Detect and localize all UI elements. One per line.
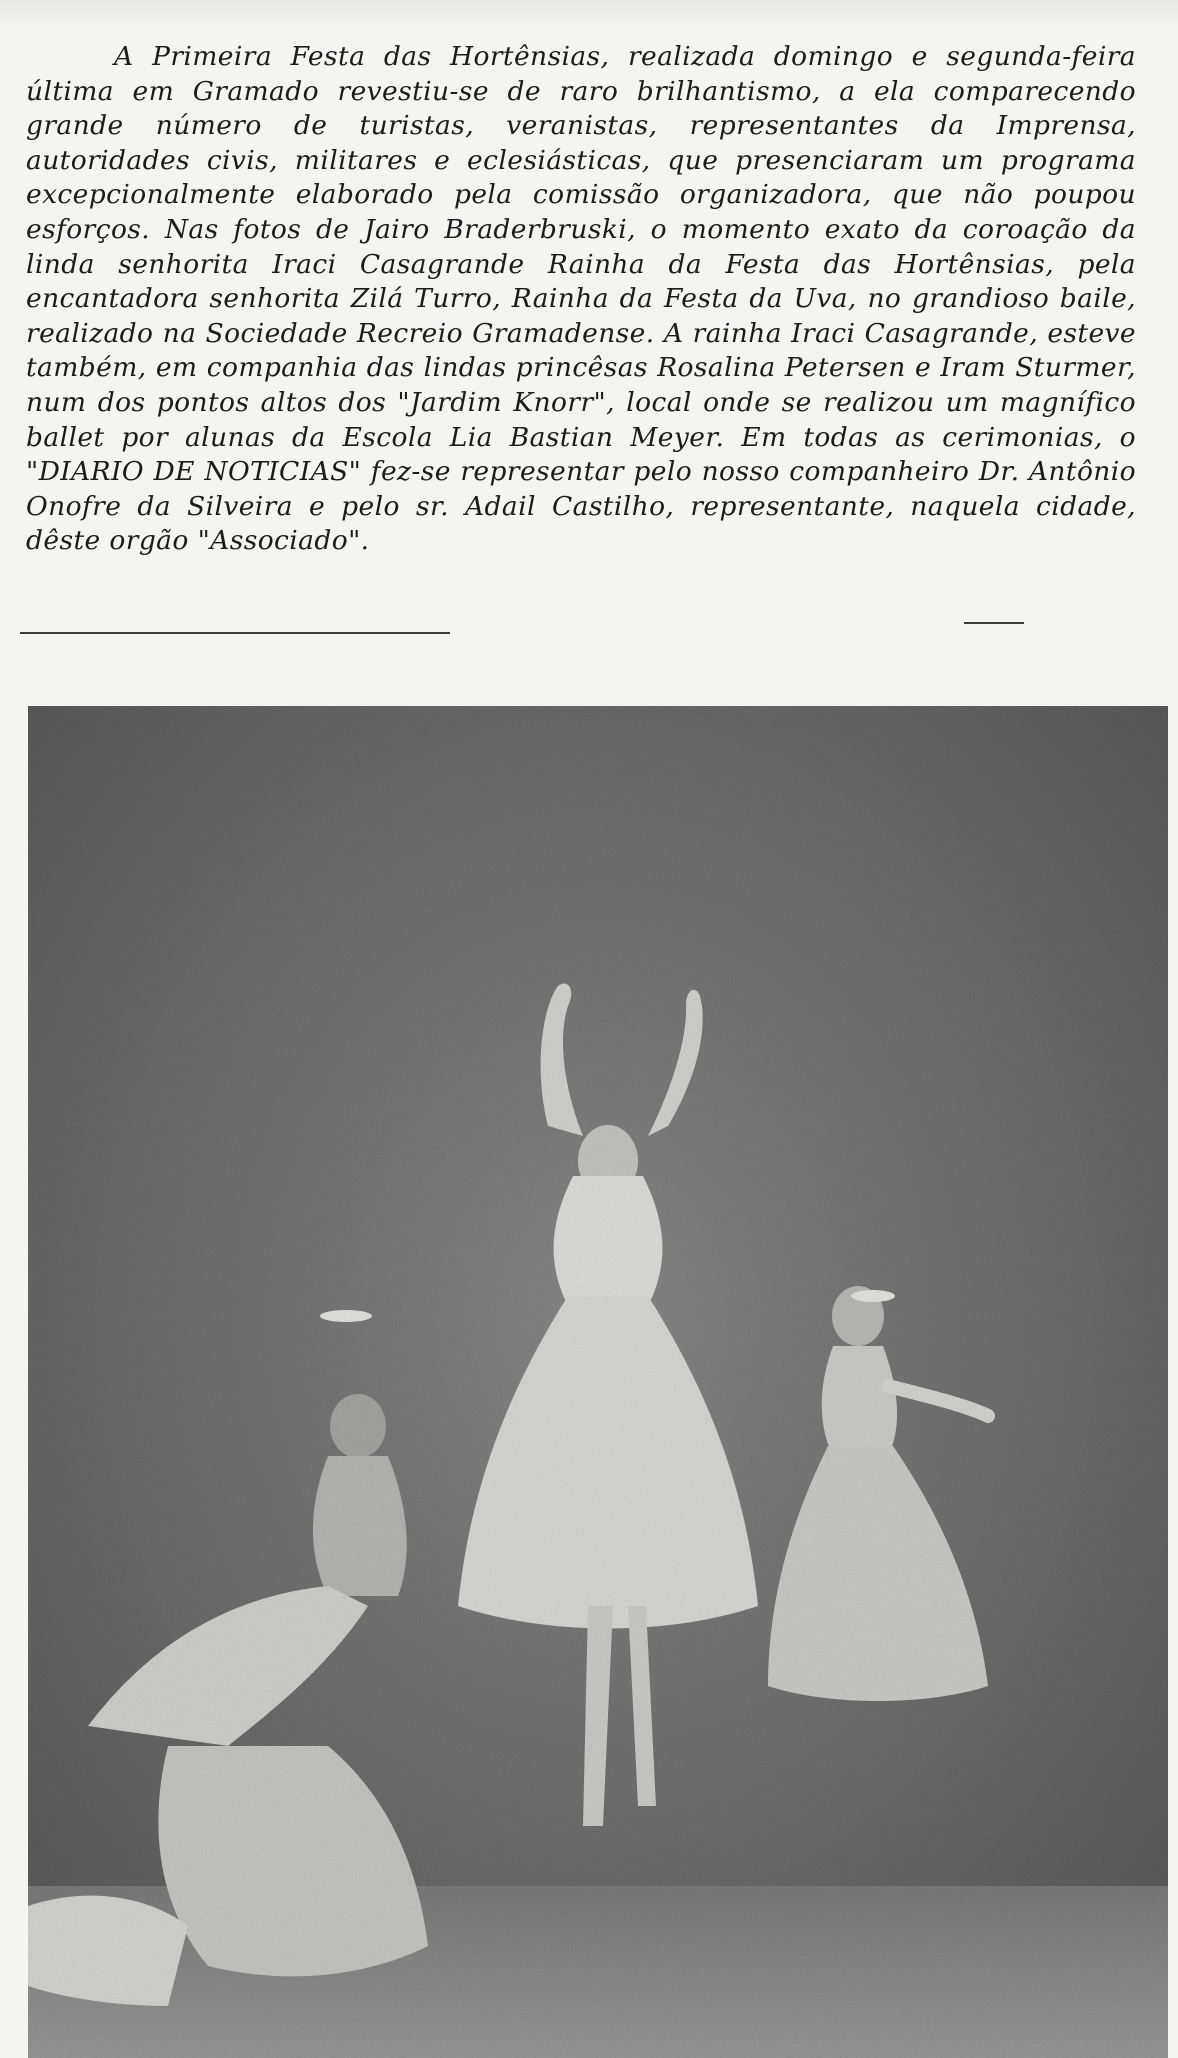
separator-rule-short bbox=[964, 622, 1024, 624]
ballet-photo bbox=[28, 706, 1168, 2058]
ballet-photo-graphic bbox=[28, 706, 1168, 2058]
separator-rule bbox=[20, 632, 450, 634]
article-caption: A Primeira Festa das Hortênsias, realizada domingo e segunda-feira última em Gramado revestiu-se de raro brilhantismo, a ela comparecendo grande número de turistas, veranistas, representantes da Imprensa, autoridades civis, militares e eclesiásticas, que presenciaram um programa excepcionalmente elaborado pela comissão organizadora, que não poupou esforços. Nas fotos de Jairo Braderbruski, o momento exato da coroação da linda senhorita Iraci Casagrande Rainha da Festa das Hortênsias, pela encantadora senhorita Zilá Turro, Rainha da Festa da Uva, no grandioso baile, realizado na Sociedade Recreio Gramadense. A rainha Iraci Casagrande, esteve também, em companhia das lindas princêsas Rosalina Petersen e Iram Sturmer, num dos pontos altos dos "Jardim Knorr", local onde se realizou um magnífico ballet por alunas da Escola Lia Bastian Meyer. Em todas as cerimonias, o "DIARIO DE NOTICIAS" fez-se representar pelo nosso companheiro Dr. Antônio Onofre da Silveira e pelo sr. Adail Castilho, representante, naquela cidade, dêste orgão "Associado". bbox=[26, 41, 1136, 557]
headpiece-highlight bbox=[851, 1290, 895, 1302]
headpiece-highlight bbox=[320, 1310, 372, 1322]
clipping-top-edge bbox=[0, 0, 1178, 26]
